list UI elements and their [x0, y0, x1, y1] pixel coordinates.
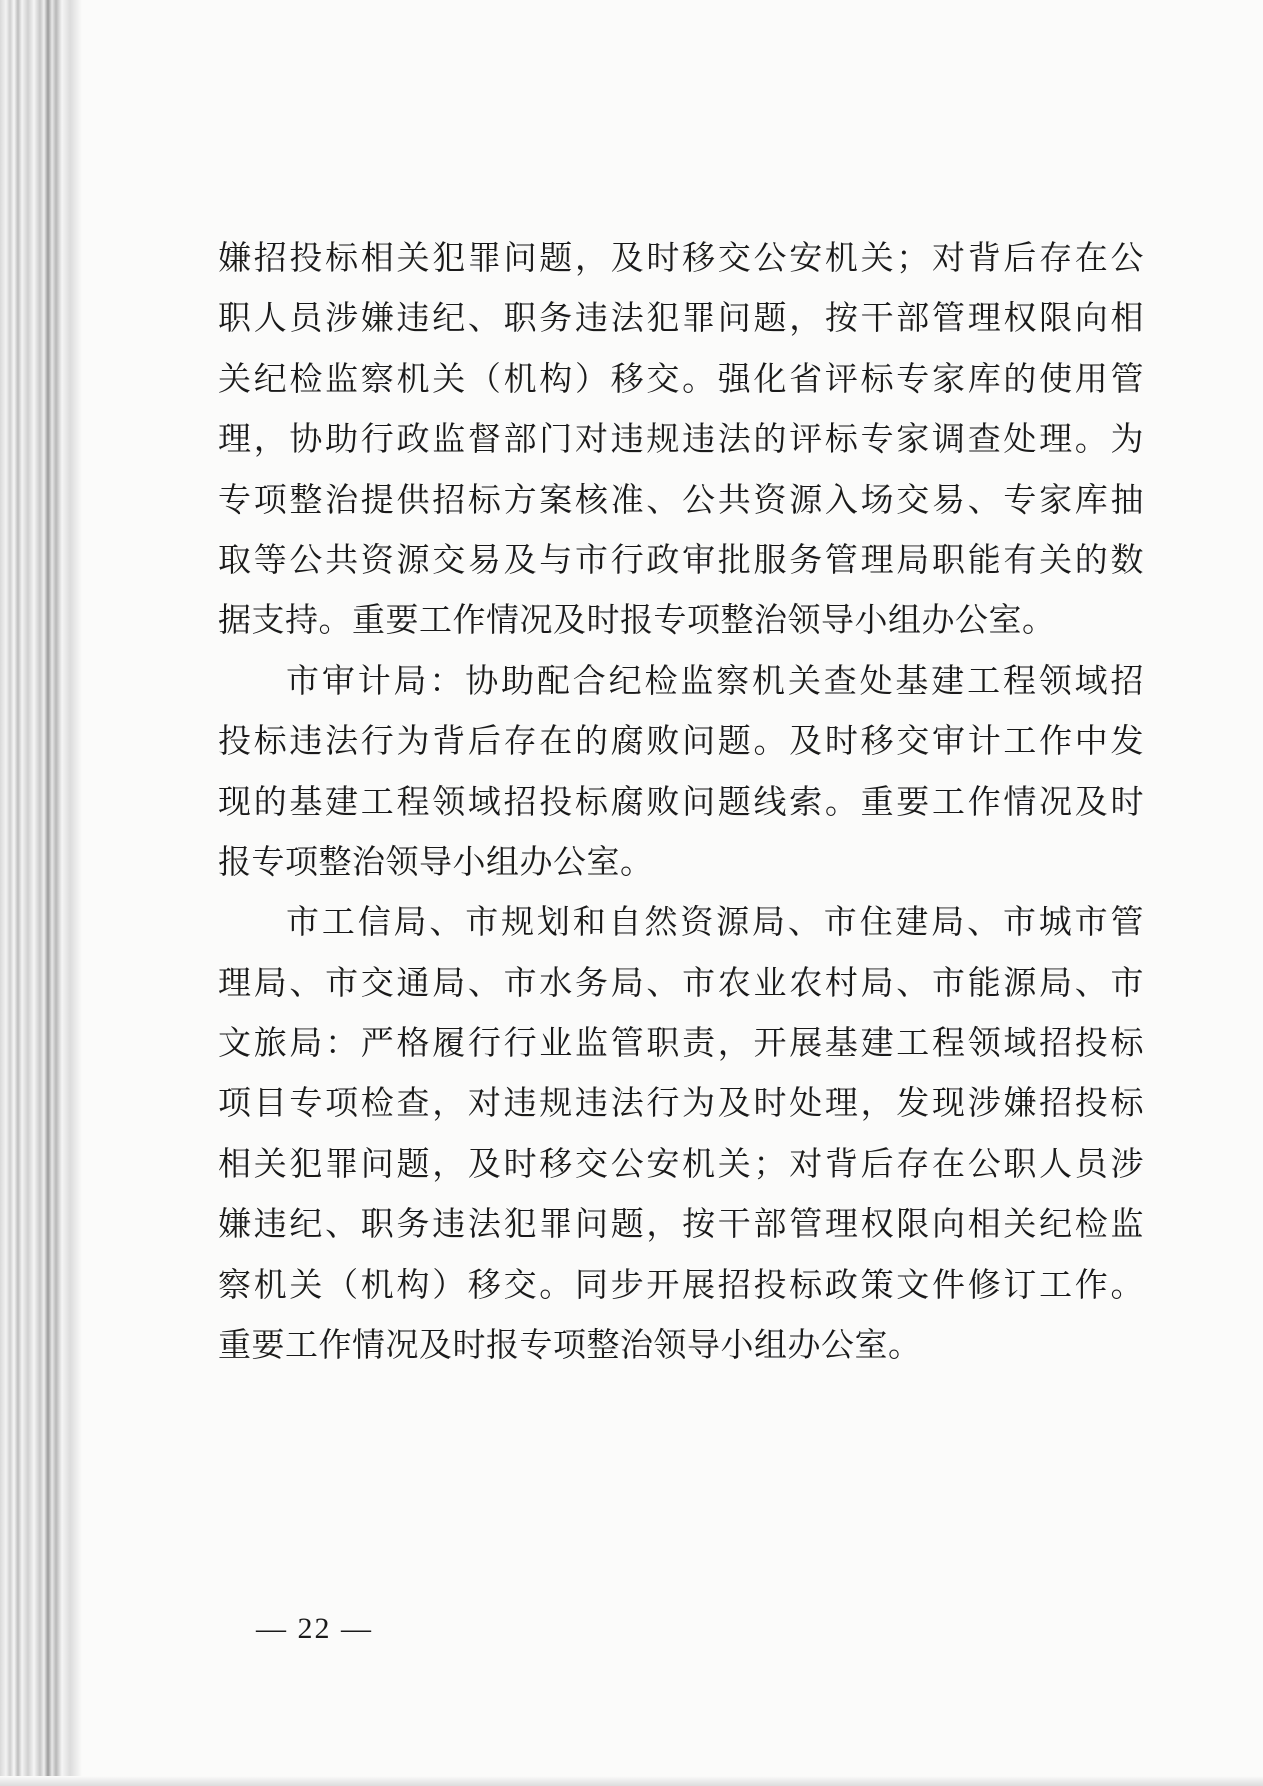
text-line: 现的基建工程领域招投标腐败问题线索。重要工作情况及时: [218, 781, 1144, 821]
text-line: 报专项整治领导小组办公室。: [218, 841, 654, 881]
page-number: — 22 —: [256, 1612, 373, 1645]
text-line: 投标违法行为背后存在的腐败问题。及时移交审计工作中发: [218, 721, 1144, 761]
text-line: 相关犯罪问题，及时移交公安机关；对背后存在公职人员涉: [218, 1143, 1144, 1183]
text-line: 市工信局、市规划和自然资源局、市住建局、市城市管: [286, 902, 1144, 942]
text-line: 重要工作情况及时报专项整治领导小组办公室。: [218, 1325, 922, 1365]
text-line: 嫌违纪、职务违法犯罪问题，按干部管理权限向相关纪检监: [218, 1204, 1144, 1244]
scan-bottom-edge: [0, 1776, 1263, 1786]
text-line: 理，协助行政监督部门对违规违法的评标专家调查处理。为: [218, 419, 1144, 459]
text-line: 嫌招投标相关犯罪问题，及时移交公安机关；对背后存在公: [218, 238, 1144, 277]
text-line: 取等公共资源交易及与市行政审批服务管理局职能有关的数: [218, 539, 1144, 579]
scan-binding-edge: [0, 0, 100, 1786]
text-line: 察机关（机构）移交。同步开展招投标政策文件修订工作。: [218, 1264, 1144, 1304]
text-line: 市审计局：协助配合纪检监察机关查处基建工程领域招: [286, 660, 1144, 700]
text-line: 专项整治提供招标方案核准、公共资源入场交易、专家库抽: [218, 479, 1144, 519]
text-line: 理局、市交通局、市水务局、市农业农村局、市能源局、市: [218, 962, 1144, 1002]
text-line: 关纪检监察机关（机构）移交。强化省评标专家库的使用管: [218, 358, 1144, 398]
text-line: 职人员涉嫌违纪、职务违法犯罪问题，按干部管理权限向相: [218, 298, 1144, 338]
text-line: 项目专项检查，对违规违法行为及时处理，发现涉嫌招投标: [218, 1083, 1144, 1123]
text-line: 文旅局：严格履行行业监管职责，开展基建工程领域招投标: [218, 1023, 1144, 1063]
text-line: 据支持。重要工作情况及时报专项整治领导小组办公室。: [218, 600, 1056, 640]
document-body: [218, 228, 1144, 1375]
